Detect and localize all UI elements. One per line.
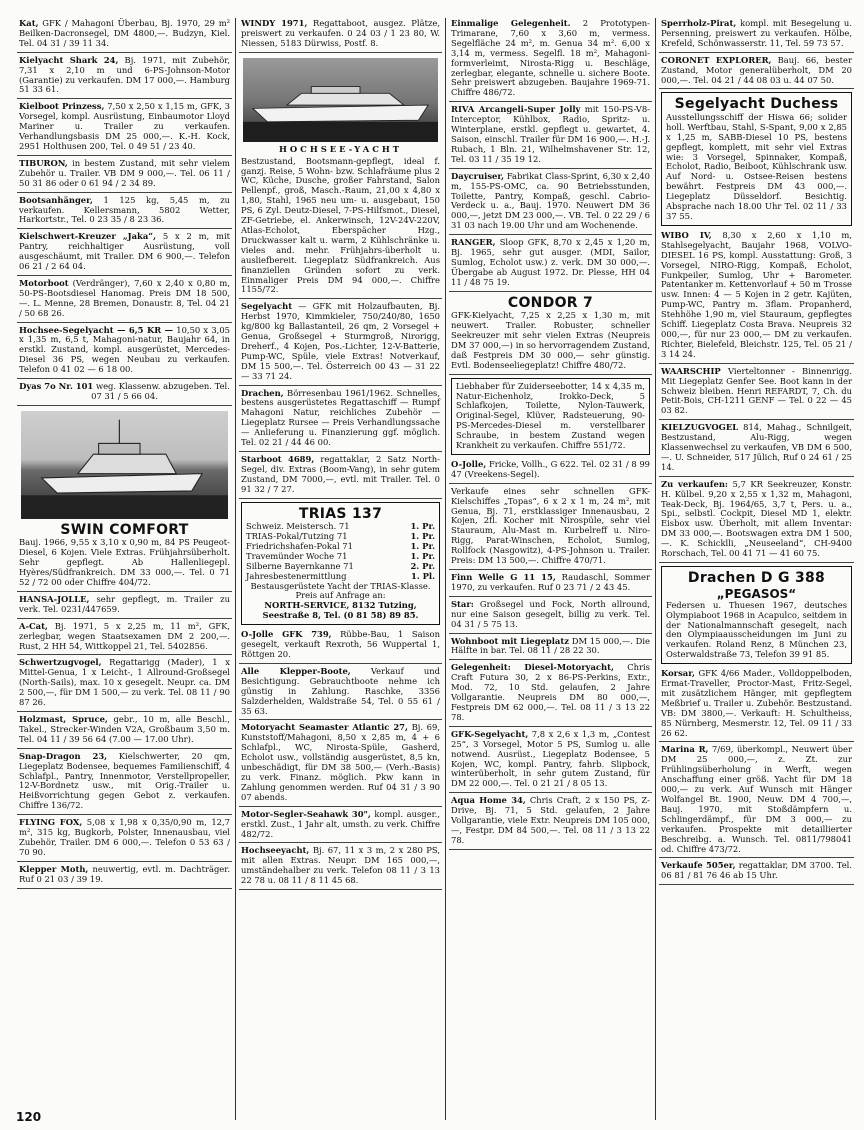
classified-ad	[449, 572, 652, 597]
classified-ad	[661, 566, 852, 664]
ad-lead: Kat,	[19, 18, 39, 28]
results-event: Silberne Bayernkanne 71	[246, 560, 354, 571]
ad-text: Vierteltonner - Binnenrigg. Mit Liegeplatz Genfer See. Boot kann in der Schweiz bleiben. Henri REFARDT, 7, Ch. du Petit-Bois, CH-1211 GENF — Tel. 0 22 — 45 03 82.	[661, 365, 853, 416]
ad-lead: FLYING FOX,	[19, 817, 83, 828]
ad-text: Verkauf und Besichtigung. Gebrauchtboote nehme ich günstig in Zahlung. Raschke, 3356 Salzderhelden, Waldstraße 54, Tel. 0 55 61 / 35 63.	[241, 665, 440, 716]
classified-ad	[17, 381, 232, 406]
ad-text: 5,08 x 1,98 x 0,35/0,90 m, 12,7 m², 315 kg, Bugkorb, Polster, Innenausbau, viel Zubehör, Trailer. DM 6 000,—. Telefon 0 53 63 / 70 90.	[19, 817, 230, 857]
ad-lead: Holzmast, Spruce,	[19, 714, 108, 725]
ad-headline: Drachen D G 388	[687, 570, 826, 587]
ad-lead: O-Jolle GFK 739,	[241, 629, 332, 640]
ad-lead: Alle Klepper-Boote,	[241, 665, 351, 676]
classified-ad	[659, 18, 854, 53]
results-place: 1. Pl.	[410, 570, 435, 581]
ad-lead: Starboot 4689,	[241, 454, 315, 464]
ad-text: Bj. 1971, mit Zubehör, 7,31 x 2,10 m und 6-PS-Johnson-Motor (Garantie) zu verkaufen. DM 17 000,—. Hamburg 51 33 61.	[19, 54, 230, 95]
ad-lead: CORONET EXPLORER,	[661, 54, 772, 65]
classified-ad	[449, 171, 652, 235]
classified-ad	[239, 809, 442, 844]
ad-text: 8,30 x 2,60 x 1,10 m, Stahlsegelyacht, Baujahr 1968, VOLVO-DIESEL 16 PS, kompl. Ausstattung: Groß, 3 Vorsegel, NIRO-Rigg, Kompaß, Echolot, Funkpeiler, Sumlog, Uhr + Barometer. Patentanker m. Kettenvorlauf + 50 m Trosse usw. Innen: 4 — 5 Kojen in 2 getr. Kajüten, Pump-WC, Pantry m. 3flam. Propanherd, Stehhöhe 1,90 m, viel Stauraum, gepflegtes Schiff. Liegeplatz Costa Brava. Neupreis 32 000,—, für nur 23 000,— DM zu verkaufen. Richter, Bielefeld, Bleichstr. 125, Tel. 05 21 / 3 14 24.	[661, 229, 852, 359]
ad-lead: Hochsee-Segelyacht — 6,5 KR —	[19, 324, 174, 335]
ad-lead: Einmalige Gelegenheit.	[451, 18, 571, 28]
classified-ad	[659, 55, 854, 90]
ad-text: Regattaboot, ausgez. Plätze, preiswert zu verkaufen. 0 24 03 / 1 23 80, W. Niessen, 5183 Dürwiss, Postf. 8.	[241, 18, 440, 48]
classified-ad	[17, 817, 232, 862]
classified-ad	[449, 729, 652, 793]
classified-ad	[659, 230, 854, 364]
ad-text: 10,50 x 3,05 x 1,35 m, 6,5 t, Mahagoni-natur, Baujahr 64, in erstkl. Zustand, kompl. ausgerüstet, Mercedes-Diesel 36 PS, wegen Neubau zu verkaufen. Telefon 0 41 02 — 6 18 00.	[19, 324, 231, 375]
ad-text: Verkaufe eines sehr schnellen GFK-Kielschiffes „Topas“, 6 x 2 x 1 m, 24 m², mit Genua, Bj. 71, erstklassiger Innenausbau, 2 Kojen, 2fl. Kocher mit Nirospüle, sehr viel Stauraum, Alu-Mast m. Kurbelreff u. Niro-Rigg, Parat-Winschen, Echolot, Sumlog, Rollfock (Nasgowitz), 4-PS-Johnson u. Trailer. Preis: DM 13 500,—. Chiffre 470/71.	[451, 485, 650, 566]
classified-ad	[17, 594, 232, 619]
ad-headline: TRIAS 137	[298, 505, 383, 522]
ad-text: 1 125 kg, 5,45 m, zu verkaufen. Kellersmann, 5802 Wetter, Harkortstr., Tel. 0 23 35 / 8 23 36.	[19, 194, 231, 225]
ad-photo	[21, 411, 228, 519]
results-event: Jahresbestenermittlung	[246, 570, 347, 581]
ad-text: 7/69, überkompl., Neuwert über DM 25 000,—, z. Zt. zur Frühlingsüberholung in Werft, wegen Anschaffung einer größ. Yacht für DM 18 000,— zu verk. Auf Wunsch mit Hänger Wolfangel Bt. 1900, Neuw. DM 4 700,—, Bauj. 1970, mit Stoßdämpfern u. Schlingerdämpf., für DM 3 000,— zu verkaufen. Prospekte mit detaillierter Beschreibg. a. Wunsch. Tel. 0811/798041 od. Chiffre 473/72.	[661, 744, 852, 854]
ad-text: mit 150-PS-V8-Interceptor, Kühlbox, Radio, Spritz- u. Winterplane, erstkl. gepflegt u. gewartet, 4. Saison, einschl. Trailer für DM 16 900,—. H.-J. Rubach, 1 Bln. 21, Wilhelmshavener Str. 12, Tel. 03 11 / 35 19 12.	[451, 104, 650, 164]
classified-ad	[239, 301, 442, 385]
classified-ad	[449, 104, 652, 168]
results-event: Travemünder Woche 71	[246, 550, 348, 561]
ad-text: Bj. 1971, 5 x 2,25 m, 11 m², GFK, zerlegbar, wegen Staatsexamen DM 2 200,—. Rust, 2 HH 54, Wittkoppel 21, Tel. 5402856.	[19, 620, 230, 651]
ad-lead: Korsar,	[661, 668, 695, 679]
classified-ad	[239, 722, 442, 806]
classified-ad	[17, 55, 232, 100]
ad-text: gebr., 10 m, alle Beschl., Takel., Strecker-Winden V2A, Großbaum 3,50 m. Tel. 04 11 / 39 56 64 (7.00 — 17.00 Uhr).	[19, 714, 231, 744]
ad-lead: RIVA Arcangeli-Super Jolly	[451, 104, 581, 115]
ad-text: Großsegel und Fock, North allround, nur eine Saison gesegelt, billig zu verk. Tel. 04 31 / 5 75 13.	[451, 598, 650, 629]
ad-headline: SWIN COMFORT	[60, 521, 189, 538]
ad-text: Raudaschl, Sommer 1970, zu verkaufen. Ruf 0 23 71 / 2 43 45.	[451, 572, 650, 592]
ad-footer: NORTH-SERVICE, 8132 Tutzing, Seestraße 8, Tel. (0 81 58) 89 85.	[262, 600, 419, 621]
ad-text: 2 Prototypen-Trimarane, 7,60 x 3,60 m, vermess. Segelfläche 24 m², m. Genua 34 m². 6,00 x 3,14 m, vermess. Segelfl. 18 m², Mahagoni-formverleimt, Nirosta-Rigg u. Beschläge, zerlegbar, elegante, schnelle u. sichere Boote. Sehr preiswert abzugeben. Baujahre 1969-71. Chiffre 486/72.	[451, 18, 650, 98]
results-table	[246, 522, 435, 581]
ad-headline: CONDOR 7	[507, 294, 594, 311]
ad-lead: Klepper Moth,	[19, 863, 89, 874]
ad-text: 7,50 x 2,50 x 1,15 m, GFK, 3 Vorsegel, kompl. Ausrüstung, Einbaumotor Lloyd Mariner u. Trailer zu verkaufen. Verhandlungsbasis DM 25 000,—. K.-H. Kock, 2951 Holthusen 200, Tel. 0 49 51 / 23 40.	[19, 101, 230, 151]
ad-lead: Gelegenheit: Diesel-Motoryacht,	[451, 662, 614, 673]
ad-text: GFK / Mahagoni Überbau, Bj. 1970, 29 m² Beilken-Dacronsegel, DM 4800,—. Budzyn, Kiel. Tel. 04 31 / 39 11 34.	[19, 18, 230, 48]
ad-text: weg. Klassenw. abzugeben. Tel. 07 31 / 5 66 04.	[91, 381, 230, 401]
classified-ad	[659, 744, 854, 858]
ad-text: Bestausgerüstete Yacht der TRIAS-Klasse. Preis auf Anfrage an:	[250, 580, 431, 601]
column-2	[235, 18, 445, 1120]
column-1	[14, 18, 235, 1120]
classified-ad	[17, 231, 232, 276]
ad-lead: Motoryacht Seamaster Atlantic 27,	[241, 722, 408, 733]
classified-ad	[17, 18, 232, 53]
classified-ad	[239, 388, 442, 452]
classified-ad	[17, 408, 232, 592]
classified-ad	[661, 92, 852, 225]
classified-ad	[449, 795, 652, 850]
ad-text: Rübbe-Bau, 1 Saison gesegelt, verkauft Rexroth, 56 Wuppertal 1, Röttgen 20.	[241, 629, 440, 660]
classified-ad	[241, 502, 440, 626]
results-place: 1. Pr.	[410, 550, 435, 561]
classified-ad	[449, 599, 652, 634]
classified-ad	[449, 18, 652, 102]
ad-lead: Drachen,	[241, 387, 284, 398]
ad-text: (Verdränger), 7,60 x 2,40 x 0,80 m, 50-PS-Bootsdiesel Hanomag. Preis DM 18 500,—. L. Menne, 28 Bremen, Donaustr. 8, Tel. 04 21 / 50 68 26.	[19, 277, 230, 318]
ad-lead: Snap-Dragon 23,	[19, 750, 108, 761]
ad-lead: WINDY 1971,	[241, 18, 308, 28]
classified-ad	[17, 714, 232, 749]
ad-text: kompl. ausger., erstkl. Zust., 1 Jahr alt, umsth. zu verk. Chiffre 482/72.	[241, 808, 440, 839]
ad-text: 814, Mahag., Schnilgeit, Bestzustand, Alu-Rigg, wegen Klassenwechsel zu verkaufen, VB DM 6 500,—. U. Schneider, 517 Jülich, Ruf 0 24 61 / 25 14.	[661, 422, 852, 472]
ad-text: Chris Craft Futura 30, 2 x 86-PS-Perkins, Extr., Mod. 72, 10 Std. gelaufen, 2 Jahre Vollgarantie. Neupreis DM 80 000,—, Festpreis DM 62 000,—. Tel. 08 11 / 3 13 22 78.	[451, 662, 650, 722]
ad-text: regattaklar, 2 Satz North-Segel, div. Extras (Boom-Vang), in sehr gutem Zustand, DM 7000,—, evtl. mit Trailer. Tel. 0 91 32 / 7 27.	[241, 454, 440, 494]
classified-ad	[17, 751, 232, 815]
results-event: Schweiz. Meistersch. 71	[246, 521, 350, 532]
classified-ad	[659, 860, 854, 885]
column-4	[655, 18, 857, 1120]
ad-lead: Kielschwert-Kreuzer „Jaka“,	[19, 231, 156, 242]
ad-text: GFK-Kielyacht, 7,25 x 2,25 x 1,30 m, mit neuwert. Trailer. Robuster, schneller Seekreuzer mit sehr vielen Extras (Neupreis DM 37 000,—) in so hervorragendem Zustand, daß Festpreis DM 30 000,— sehr günstig. Evtl. Bodenseeliegeplatz! Chiffre 480/72.	[451, 310, 650, 370]
classified-ad	[659, 366, 854, 421]
ad-subheadline: „PEGASOS“	[716, 586, 797, 601]
classified-ad	[449, 662, 652, 726]
results-place: 1. Pr.	[410, 521, 435, 532]
ad-text: Liebhaber für Zuiderseebotter, 14 x 4,35 m, Natur-Eichenholz, Irokko-Deck, 5 Schlafkojen, Toilette, Nylon-Tauwerk, Original-Segel, Klüver, Radsteuerung, 90-PS-Mercedes-Diesel m. verstellbarer Schraube, in bestem Zustand wegen Krankheit zu verkaufen. Chiffre 551/72.	[456, 380, 645, 451]
ad-lead: O-Jolle,	[451, 458, 487, 469]
ad-lead: Daycruiser,	[451, 170, 505, 181]
classified-ad	[239, 454, 442, 499]
ad-lead: TIBURON,	[19, 157, 68, 168]
ad-text: sehr gepflegt, m. Trailer zu verk. Tel. 0231/447659.	[19, 593, 230, 614]
ad-text: Fricke, Vollh., G 622. Tel. 02 31 / 8 99 47 (Vreekens-Segel).	[451, 458, 650, 479]
classified-ad	[451, 378, 650, 455]
ad-headline: HOCHSEE-YACHT	[278, 143, 403, 154]
results-event: TRIAS-Pokal/Tutzing 71	[246, 531, 348, 542]
ad-lead: HANSA-JOLLE,	[19, 593, 90, 604]
ad-text: Sloop GFK, 8,70 x 2,45 x 1,20 m, Bj. 1965, sehr gut ausger. (MDI, Sailor, Sumlog, Echolot usw.) z. verk. DM 30 000,—. Übergabe ab August 1972. Dr. Plesse, HH 04 11 / 48 75 19.	[451, 237, 650, 287]
ad-lead: WIBO IV,	[661, 229, 712, 240]
ad-text: Ausstellungsschiff der Hiswa 66; solider holl. Werftbau, Stahl, S-Spant, 9,00 x 2,85 x 1,25 m, SABB-Diesel 10 PS, bestens gepflegt, komplett, mit sehr viel Extras wie: 3 Vorsegel, Spinnaker, Kompaß, Echolot, Radio, Beiboot, Kühlschrank usw. Auf Nord- u. Ostsee-Reisen bestens bewährt. Festpreis DM 43 000,—. Liegeplatz Düsseldorf. Besichtig. Absprache nach 18.00 Uhr Tel. 02 11 / 33 37 55.	[666, 111, 847, 222]
ad-text: Bauj. 1966, 9,55 x 3,10 x 0,90 m, 84 PS Peugeot-Diesel, 6 Kojen. Viele Extras. Frühjahrsüberholt. Sehr gepflegt. Ab Hallenliegepl. Hyères/Südfrankreich. DM 33 000,—. Tel. 0 71 52 / 72 00 oder Chiffre 404/72.	[19, 537, 230, 588]
ad-lead: Finn Welle G 11 15,	[451, 572, 556, 583]
page-number: 120	[16, 1109, 42, 1124]
ad-lead: Sperrholz-Pirat,	[661, 18, 737, 28]
ad-text: Regattarigg (Mader), 1 x Mittel-Genua, 1 x Leicht-, 1 Allround-Großsegel (North-Sails), max. 10 x gesegelt. Neupr. ca. DM 2 500,—, für DM 1 500,— zu verk. Tel. 08 11 / 90 87 26.	[19, 657, 230, 708]
ad-text: 5 x 2 m, mit Pantry, reichhaltiger Ausrüstung, voll ausgeschäumt, mit Trailer. DM 6 900,—. Telefon 06 21 / 2 64 04.	[19, 231, 230, 272]
ad-text: Bj. 69, Kunststoff/Mahagoni, 8,50 x 2,85 m, 4 + 6 Schlafpl., WC, Nirosta-Spüle, Gasherd, Echolot usw., vollständig ausgerüstet, 8,5 kn, unbeschädigt, für DM 38 500,— (Verh.-Basis) zu verk. Finanz. möglich. Pkw kann in Zahlung genommen werden. Ruf 04 31 / 3 90 07 abends.	[241, 722, 440, 802]
ad-lead: Bootsanhänger,	[19, 194, 93, 205]
ad-lead: Kielboot Prinzess,	[19, 101, 105, 112]
ad-lead: A-Cat,	[19, 620, 48, 631]
classified-ad	[449, 636, 652, 661]
classified-ad	[449, 294, 652, 375]
ad-text: kompl. mit Besegelung u. Persenning, preiswert zu verkaufen. Hölbe, Krefeld, Schönwasserstr. 11, Tel. 59 73 57.	[661, 18, 852, 48]
ad-text: Bauj. 66, bester Zustand, Motor generalüberholt, DM 20 000,—. Tel. 04 21 / 44 08 03 u. 44 07 50.	[661, 54, 852, 85]
ad-lead: Dyas 7o Nr. 101	[19, 381, 94, 392]
classified-ad	[17, 864, 232, 889]
ad-lead: Verkaufe 505er,	[661, 860, 736, 871]
ad-text: regattaklar, DM 3700. Tel. 06 81 / 81 76 46 ab 15 Uhr.	[661, 860, 852, 881]
ad-lead: Marina R,	[661, 744, 709, 755]
ad-text: GFK 4/66 Mader., Volldoppelboden, Ermat-Traveller, Proctor-Mast, Fritz-Segel, mit zusätzlichem Hänger, mit gepflegtem Meßbrief u. Trailer u. Zubehör. Bestzustand. VB: DM 3800,—. Verkauft: H. Schultheiss, 85 Nürnberg, Mesmerstr. 12, Tel. 09 11 / 33 26 62.	[661, 668, 852, 738]
classified-ad	[239, 845, 442, 890]
ad-text: Kielschwerter, 20 qm, Liegeplatz Bodensee, bequemes Familienschiff, 4 Schlafpl., Pantry, Innenmotor, Verstellpropeller, 12-V-Bordnetz usw., mit Orig.-Trailer u. Heißvorrichtung gegen Gebot z. verkaufen. Chiffre 136/72.	[19, 750, 230, 811]
ad-photo	[243, 58, 438, 142]
ad-text: DM 15 000,—. Die Hälfte in bar. Tel. 08 11 / 28 22 30.	[451, 635, 650, 656]
ad-text: — GFK mit Holzaufbauten, Bj. Herbst 1970, Kimmkieler, 750/240/80, 1650 kg/800 kg Ballastanteil, 26 qm, 2 Vorsegel + Genua, Großsegel + Sturmgroß, Nirorigg, Dreherf., 4 Kojen, Pos.-Lichter, 12-V-Batterie, Pump-WC, Spüle, viele Extras! Notverkauf, DM 15 500,—. Tel. Österreich 00 43 — 31 22 — 33 71 24.	[241, 301, 440, 381]
classified-ad	[449, 459, 652, 484]
ad-headline: Segelyacht Duchess	[674, 96, 839, 113]
ad-text: Chris Craft, 2 x 150 PS, Z-Drive, Bj. 71, 5 Std. gelaufen, 2 Jahre Vollgarantie, viele Extr. Neupreis DM 105 000,—, Festpr. DM 84 500,—. Tel. 08 11 / 3 13 22 78.	[451, 795, 650, 845]
ad-lead: RANGER,	[451, 237, 496, 248]
classified-ad	[239, 55, 442, 300]
classified-ad	[17, 278, 232, 323]
ad-lead: Segelyacht	[241, 301, 293, 312]
classified-ad	[239, 666, 442, 721]
ad-lead: KIELZUGVOGEL	[661, 422, 739, 433]
ad-lead: Kielyacht Shark 24,	[19, 54, 119, 65]
results-place: 1. Pr.	[410, 531, 435, 542]
boat-photo	[21, 411, 228, 519]
classified-ad	[659, 479, 854, 563]
column-3	[445, 18, 655, 1120]
ad-text: neuwertig, evtl. m. Dachträger. Ruf 0 21 03 / 39 19.	[19, 863, 231, 884]
ad-lead: Motor-Segler-Seahawk 30",	[241, 808, 371, 819]
classified-ad	[659, 668, 854, 742]
ad-lead: Zu verkaufen:	[661, 478, 729, 489]
classified-ad	[449, 237, 652, 292]
boat-photo	[243, 58, 438, 142]
ad-text: 5,7 KR Seekreuzer, Konstr. H. Külbel. 9,20 x 2,55 x 1,32 m, Mahagoni, Teak-Deck, Bj. 1964/65, 3,7 t, Pers. u. a., Spi., selbstl. Cockpit, Diesel MD 1, elektr. Eisbox usw. Überholt, mit allem Inventar: DM 33 000,—. Bootswagen extra DM 1 500,—. K. Schicklli, „Neuseeland“, CH-9400 Rorschach, Tel. 00 41 71 — 41 60 75.	[661, 478, 853, 559]
ad-text: Fabrikat Class-Sprint, 6,30 x 2,40 m, 155-PS-OMC, ca. 90 Betriebsstunden, Toilette, Pantry, Kompaß, geschl. Cabrio-Verdeck u. a., Bauj. 1970. Neuwert DM 36 000,—, jetzt DM 23 000,—. VB. Tel. 0 22 29 / 6 31 03 nach 19.00 Uhr und am Wochenende.	[451, 170, 650, 231]
classified-ad	[449, 486, 652, 570]
classified-ad	[17, 195, 232, 230]
results-place: 2. Pr.	[410, 560, 435, 571]
results-place: 1. Pr.	[410, 540, 435, 551]
ad-text: Bj. 67, 11 x 3 m, 2 x 280 PS, mit allen Extras. Neupr. DM 165 000,—, umständehalber zu verk. Telefon 08 11 / 3 13 22 78 u. 08 11 / 8 11 45 68.	[241, 845, 440, 886]
classified-ad	[17, 325, 232, 380]
classified-ad	[659, 422, 854, 477]
ad-text: in bestem Zustand, mit sehr vielem Zubehör u. Trailer. VB DM 9 000,—. Tel. 06 11 / 50 31 86 oder 0 61 94 / 2 34 89.	[19, 157, 230, 188]
ad-text: Bestzustand, Bootsmann-gepflegt, ideal f. ganzj. Reise, 5 Wohn- bzw. Schlafräume plus 2 WC, Küche, Dusche, großer Fahrstand, Salon Pellenpf., groß, Masch.-Raum, 21,00 x 4,80 x 1,80, Stahl, 1965 neu um- u. ausgebaut, 150 PS, 6 Zyl. Deutz-Diesel, 7-PS-Hilfsmot., Diesel, ZF-Getriebe, el. Ankerwinsch, 12V-24V-220V, Atlas-Echolot, Eberspächer Hzg., Druckwasser kalt u. warm, 2 Kühlschränke u. vieles and. mehr. Frühjahrs-überholt u. ausliefbereit. Liegeplatz Südfrankreich. Aus finanziellen Gründen sofort zu verk. Einmaliger Preis DM 94 000,—. Chiffre 1155/72.	[241, 155, 440, 295]
ad-lead: Aqua Home 34,	[451, 795, 526, 806]
ad-lead: Schwertzugvogel,	[19, 657, 102, 668]
classified-ad	[17, 621, 232, 656]
classified-ad	[239, 629, 442, 664]
results-event: Friedrichshafen-Pokal 71	[246, 540, 353, 551]
ad-text: 7,8 x 2,6 x 1,3 m, „Contest 25“, 3 Vorsegel, Motor 5 PS, Sumlog u. alle notwend. Ausrüst., Liegeplatz Bodensee, 5 Kojen, WC, kompl. Pantry, fahrb. Slipbock, winterüberholt, in sehr gutem Zustand, für DM 22 000,—. Tel. 0 21 21 / 8 05 13.	[451, 728, 650, 789]
ad-lead: Hochseeyacht,	[241, 845, 310, 856]
ad-lead: WAARSCHIP	[661, 365, 721, 376]
ad-lead: Wohnboot mit Liegeplatz	[451, 635, 569, 646]
classified-ad	[17, 101, 232, 156]
ad-text-wrap	[246, 582, 435, 602]
classified-ad	[17, 657, 232, 712]
ad-text: Federsen u. Thuesen 1967, deutsches Olympiaboot 1968 in Acapulco, seitdem in der Nationalmannschaft gesegelt, nach den Olympiaausscheidungen im Juni zu verkaufen. Roland Renz, 8 München 23, Osterwaldstraße 73, Telefon 39 91 85.	[666, 599, 847, 660]
ad-lead: GFK-Segelyacht,	[451, 728, 529, 739]
classified-ad	[17, 158, 232, 193]
classified-ad	[239, 18, 442, 53]
ad-text: Börresenbau 1961/1962. Schnelles, bestens ausgerüstetes Regattaschiff — Rumpf Mahagoni Natur, reichliches Zubehör — Liegeplatz Rursee — Preis Verhandlungssache — Anlieferung u. Finanzierung ggf. möglich. Tel. 02 21 / 44 46 00.	[241, 387, 440, 448]
ad-lead: Star:	[451, 598, 474, 609]
ad-lead: Motorboot	[19, 277, 69, 288]
